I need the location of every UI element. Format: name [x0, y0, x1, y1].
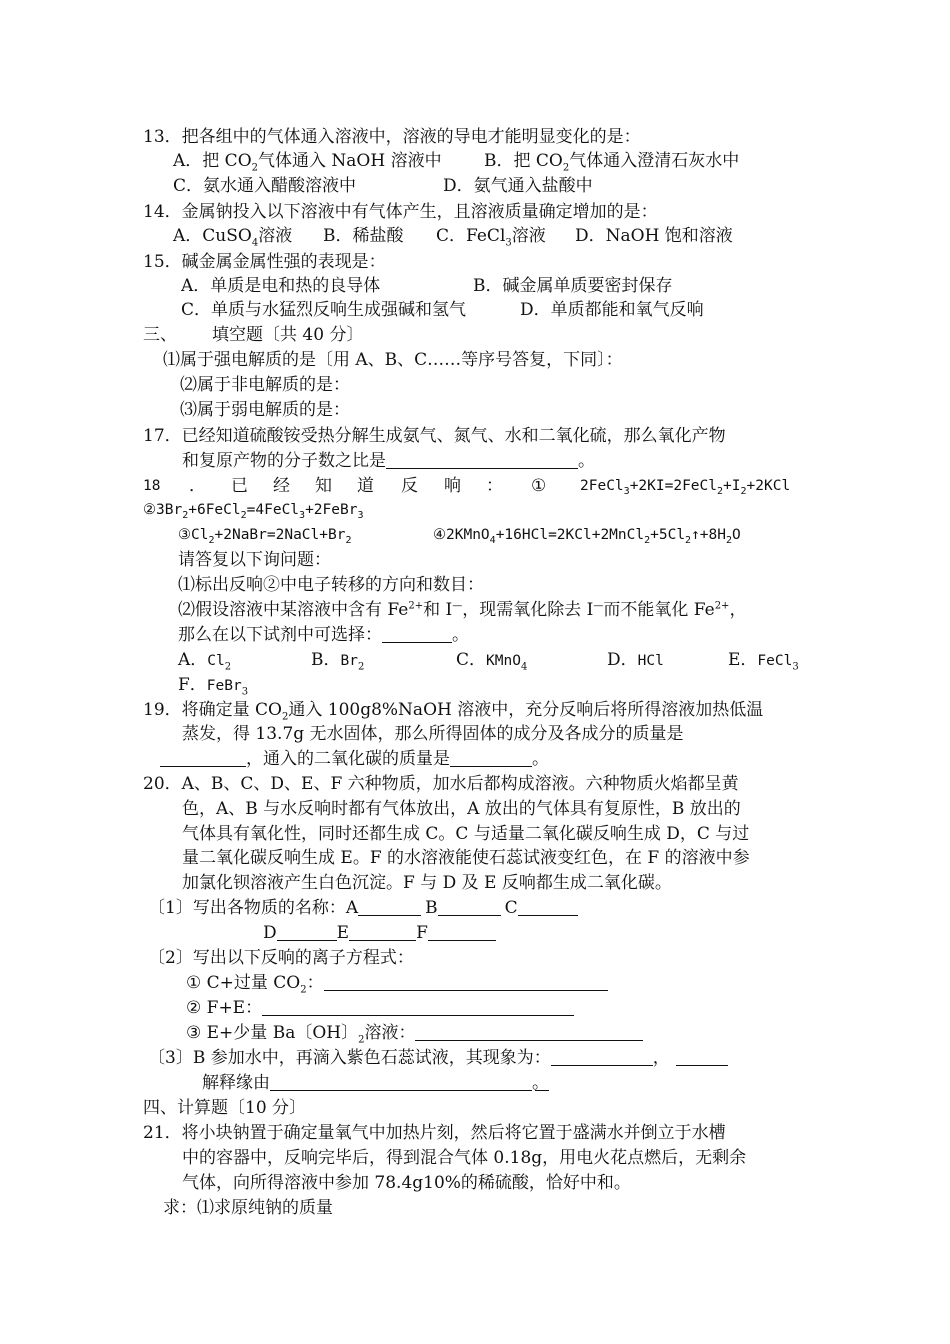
q20-reaction-3: ③ E+少量 Ba〔OH〕$_2$溶液： [186, 1021, 643, 1045]
q18-header-dot: ． [189, 476, 206, 496]
section-4-title: 四、计算题〔10 分〕 [143, 1098, 307, 1118]
q16-line-3: ⑶属于弱电解质的是： [180, 400, 350, 420]
q13-stem: 13．把各组中的气体通入溶液中，溶液的导电才能明显变化的是： [143, 127, 641, 147]
q18-header-char: 已 [231, 476, 248, 496]
q14-option-c: C．FeCl$_3$溶液 [436, 226, 546, 249]
answer-blank[interactable] [324, 974, 608, 991]
q18-header-char: ① [531, 476, 547, 496]
answer-blank[interactable] [450, 750, 532, 767]
q18-option-d: D．HCl [607, 650, 664, 670]
q18-option-f: F．FeBr$_3$ [178, 675, 249, 698]
q18-option-e: E．FeCl$_3$ [728, 650, 799, 673]
q19-line-3: ，通入的二氧化碳的质量是 。 [160, 747, 549, 771]
q20-part-2: 〔2〕写出以下反响的离子方程式： [148, 948, 414, 968]
answer-blank[interactable] [428, 924, 496, 941]
q18-option-c: C．KMnO$_4$ [456, 650, 528, 673]
q14-option-b: B．稀盐酸 [323, 226, 404, 246]
q21-line-3: 气体，向所得溶液中参加 78.4g10%的稀硫酸，恰好中和。 [182, 1173, 631, 1193]
q14-option-a: A．CuSO$_4$溶液 [173, 226, 293, 249]
q21-line-4: 求：⑴求原纯钠的质量 [163, 1198, 333, 1218]
q15-option-c: C．单质与水猛烈反响生成强碱和氢气 [181, 300, 467, 320]
q13-option-d: D．氨气通入盐酸中 [443, 176, 593, 196]
answer-blank[interactable] [415, 1024, 643, 1041]
q20-part-3: 〔3〕B 参加水中，再滴入紫色石蕊试液，其现象为： ， [148, 1046, 728, 1070]
section-3-number: 三、 [143, 325, 177, 345]
q20-reaction-1: ① C+过量 $CO_2$： [186, 971, 608, 995]
q15-option-a: A．单质是电和热的良导体 [181, 276, 381, 296]
answer-blank[interactable] [262, 999, 574, 1016]
q18-equation-3: $③Cl_2+2NaBr=2NaCl+Br_2$ [178, 527, 352, 546]
q17-line-1: 17．已经知道硫酸铵受热分解生成氨气、氮气、水和二氧化硫，那么氧化产物 [143, 426, 726, 446]
q20-line-5: 加氯化钡溶液产生白色沉淀。F 与 D 及 E 反响都生成二氧化碳。 [182, 873, 672, 893]
q19-line-1: 19．将确定量 $CO_2$通入 100g8%NaOH 溶液中，充分反响后将所得溶液加热低温 [143, 700, 764, 723]
q20-part-1: 〔1〕写出各物质的名称：A B C [148, 896, 578, 920]
q20-line-1: 20．A、B、C、D、E、F 六种物质，加水后都构成溶液。六种物质火焰都呈黄 [143, 774, 739, 794]
answer-blank[interactable] [382, 626, 452, 643]
q19-line-2: 蒸发，得 13.7g 无水固体，那么所得固体的成分及各成分的质量是 [182, 724, 684, 744]
q13-option-c: C．氨水通入醋酸溶液中 [173, 176, 357, 196]
q16-line-2: ⑵属于非电解质的是： [180, 375, 350, 395]
q18-option-b: B．$Br_2$ [311, 650, 365, 673]
q15-option-d: D．单质都能和氧气反响 [520, 300, 704, 320]
q18-header-char: 道 [357, 476, 374, 496]
q20-line-4: 量二氧化碳反响生成 E。F 的水溶液能使石蕊试液变红色，在 F 的溶液中参 [182, 848, 750, 868]
q18-header-char: 反 [401, 476, 418, 496]
answer-blank[interactable] [551, 1049, 653, 1066]
q13-option-a: A．把 $CO_2$气体通入 NaOH 溶液中 [173, 151, 442, 174]
answer-blank[interactable] [535, 1074, 549, 1091]
q20-line-2: 色，A、B 与水反响时都有气体放出，A 放出的气体具有复原性，B 放出的 [182, 799, 741, 819]
q20-line-3: 气体具有氧化性，同时还都生成 C。C 与适量二氧化碳反响生成 D，C 与过 [182, 824, 750, 844]
q18-equation-1: $2FeCl_3+2KI=2FeCl_2+I_2+2KCl$ [580, 478, 791, 497]
answer-blank[interactable] [270, 1074, 532, 1091]
q18-equation-4: $④2KMnO_4+16HCl=2KCl+2MnCl_2+5Cl_2↑+8H_2O$ [433, 527, 741, 546]
answer-blank[interactable] [349, 924, 416, 941]
q18-option-a: A．$Cl_2$ [178, 650, 232, 673]
q15-stem: 15．碱金属金属性强的表现是： [143, 252, 386, 272]
answer-blank[interactable] [277, 924, 337, 941]
q16-line-1: ⑴属于强电解质的是〔用 A、B、C……等序号答复，下同〕： [163, 350, 623, 370]
answer-blank[interactable] [386, 452, 578, 469]
q18-ask: 请答复以下询问题： [178, 550, 331, 570]
answer-blank[interactable] [160, 750, 246, 767]
q18-equation-2: $②3Br_2+6FeCl_2=4FeCl_3+2FeBr_3$ [143, 502, 364, 521]
q18-header-char: ： [486, 476, 503, 496]
q18-sub-1: ⑴标出反响②中电子转移的方向和数目： [178, 575, 484, 595]
q20-reaction-2: ② F+E： [186, 996, 574, 1020]
q18-sub-2-continued: 那么在以下试剂中可选择： 。 [178, 625, 469, 645]
q14-stem: 14．金属钠投入以下溶液中有气体产生，且溶液质量确定增加的是： [143, 202, 658, 222]
q18-header-char: 经 [273, 476, 290, 496]
q17-line-2: 和复原产物的分子数之比是 。 [182, 451, 595, 471]
q15-option-b: B．碱金属单质要密封保存 [473, 276, 673, 296]
q20-part-1-continued: D E F [263, 921, 496, 945]
q18-header-char: 响 [444, 476, 461, 496]
answer-blank[interactable] [518, 899, 578, 916]
q13-option-b: B．把 $CO_2$气体通入澄清石灰水中 [484, 151, 740, 174]
q18-sub-2: ⑵假设溶液中某溶液中含有 $Fe^{2+}$和 I—，现需氧化除去 I—而不能氧化 $Fe^{2+}$， [178, 600, 747, 620]
q20-part-3-reason: 解释缘由 。 [202, 1073, 549, 1093]
q21-line-2: 中的容器中，反响完毕后，得到混合气体 0.18g，用电火花点燃后，无剩余 [182, 1148, 747, 1168]
answer-blank[interactable] [358, 899, 421, 916]
section-3-title: 填空题〔共 40 分〕 [212, 325, 364, 345]
answer-blank[interactable] [438, 899, 501, 916]
answer-blank[interactable] [676, 1049, 728, 1066]
q18-header-number: 18 [143, 478, 161, 494]
q18-header-char: 知 [315, 476, 332, 496]
q21-line-1: 21．将小块钠置于确定量氧气中加热片刻，然后将它置于盛满水并倒立于水槽 [143, 1123, 726, 1143]
q14-option-d: D．NaOH 饱和溶液 [575, 226, 733, 246]
